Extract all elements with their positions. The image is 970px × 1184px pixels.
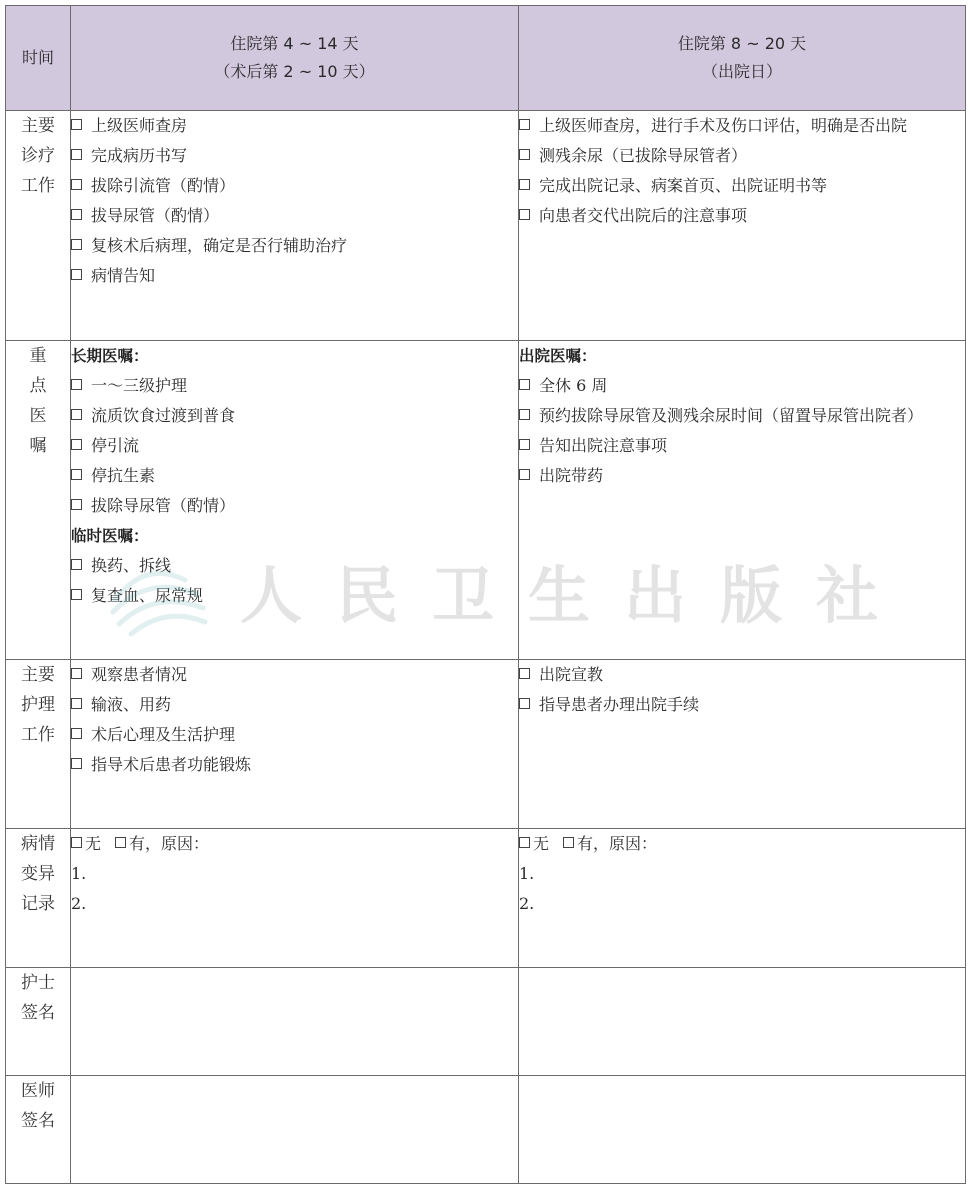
checklist-item: 全休 6 周 xyxy=(519,371,965,401)
checklist-item: 完成病历书写 xyxy=(71,141,518,171)
checklist-item: 复查血、尿常规 xyxy=(71,581,518,611)
checklist-item: 停引流 xyxy=(71,431,518,461)
checkbox-icon[interactable] xyxy=(71,439,82,450)
checklist-item: 复核术后病理，确定是否行辅助治疗 xyxy=(71,231,518,261)
doctor-signature-row xyxy=(6,1076,966,1184)
checklist-item: 病情告知 xyxy=(71,261,518,291)
checkbox-icon[interactable] xyxy=(71,269,82,280)
checkbox-icon[interactable] xyxy=(519,409,530,420)
checklist-item: 流质饮食过渡到普食 xyxy=(71,401,518,431)
checkbox-icon[interactable] xyxy=(519,119,530,130)
checkbox-icon[interactable] xyxy=(71,499,82,510)
checklist-item: 拔导尿管（酌情） xyxy=(71,201,518,231)
key-orders-row xyxy=(6,341,966,660)
checkbox-icon[interactable] xyxy=(519,209,530,220)
variance-row xyxy=(6,829,966,968)
checkbox-icon[interactable] xyxy=(71,179,82,190)
checkbox-icon[interactable] xyxy=(519,837,530,848)
checkbox-icon[interactable] xyxy=(71,837,82,848)
checklist-item: 指导术后患者功能锻炼 xyxy=(71,750,518,780)
checkbox-icon[interactable] xyxy=(71,149,82,160)
nursing-work-label: 主要 护理 工作 xyxy=(6,660,71,829)
variance-reason-2[interactable]: 2. xyxy=(519,894,535,913)
main-work-right xyxy=(519,111,966,341)
period-1-postop: （术后第 2 ~ 10 天） xyxy=(214,62,375,81)
discharge-orders-title: 出院医嘱： xyxy=(519,347,597,365)
checklist-item: 向患者交代出院后的注意事项 xyxy=(519,201,965,231)
period-2-header xyxy=(519,6,966,111)
doctor-signature-right[interactable] xyxy=(519,1076,966,1184)
checklist-item: 拔除引流管（酌情） xyxy=(71,171,518,201)
period-2-days: 住院第 8 ~ 20 天 xyxy=(677,34,807,53)
checklist-item: 告知出院注意事项 xyxy=(519,431,965,461)
nurse-signature-right[interactable] xyxy=(519,968,966,1076)
main-work-left xyxy=(71,111,519,341)
checkbox-icon[interactable] xyxy=(71,469,82,480)
checkbox-icon[interactable] xyxy=(71,758,82,769)
nurse-signature-row xyxy=(6,968,966,1076)
checkbox-icon[interactable] xyxy=(71,668,82,679)
checkbox-icon[interactable] xyxy=(519,149,530,160)
temporary-orders-title: 临时医嘱： xyxy=(71,527,149,545)
checkbox-icon[interactable] xyxy=(519,469,530,480)
checklist-item: 输液、用药 xyxy=(71,690,518,720)
checklist-item: 观察患者情况 xyxy=(71,660,518,690)
checklist-item: 术后心理及生活护理 xyxy=(71,720,518,750)
variance-right xyxy=(519,829,966,968)
main-work-label: 主要 诊疗 工作 xyxy=(6,111,71,341)
checklist-item: 测残余尿（已拔除导尿管者） xyxy=(519,141,965,171)
checkbox-icon[interactable] xyxy=(71,559,82,570)
doctor-signature-label: 医师 签名 xyxy=(6,1076,71,1184)
checkbox-icon[interactable] xyxy=(563,837,574,848)
checklist-item: 出院宣教 xyxy=(519,660,965,690)
checkbox-icon[interactable] xyxy=(71,728,82,739)
checklist-item: 预约拔除导尿管及测残余尿时间（留置导尿管出院者） xyxy=(519,401,965,431)
checkbox-icon[interactable] xyxy=(71,698,82,709)
period-1-days: 住院第 4 ~ 14 天 xyxy=(230,34,359,53)
variance-yes-option[interactable]: 有，原因： xyxy=(563,829,657,859)
checkbox-icon[interactable] xyxy=(71,379,82,390)
checklist-item: 拔除导尿管（酌情） xyxy=(71,491,518,521)
variance-none-option[interactable]: 无 xyxy=(71,829,101,859)
doctor-signature-left[interactable] xyxy=(71,1076,519,1184)
main-work-row xyxy=(6,111,966,341)
checkbox-icon[interactable] xyxy=(71,589,82,600)
checklist-item: 指导患者办理出院手续 xyxy=(519,690,965,720)
checklist-item: 完成出院记录、病案首页、出院证明书等 xyxy=(519,171,965,201)
checklist-item: 上级医师查房，进行手术及伤口评估，明确是否出院 xyxy=(519,111,965,141)
variance-options xyxy=(519,829,965,859)
header-row xyxy=(6,6,966,111)
variance-reason-1[interactable]: 1. xyxy=(519,864,535,883)
checkbox-icon[interactable] xyxy=(71,409,82,420)
variance-label: 病情 变异 记录 xyxy=(6,829,71,968)
checkbox-icon[interactable] xyxy=(71,209,82,220)
checkbox-icon[interactable] xyxy=(71,239,82,250)
variance-reason-1[interactable]: 1. xyxy=(71,864,87,883)
checkbox-icon[interactable] xyxy=(519,668,530,679)
checklist-item: 出院带药 xyxy=(519,461,965,491)
variance-none-option[interactable]: 无 xyxy=(519,829,549,859)
period-1-header xyxy=(71,6,519,111)
period-2-discharge: （出院日） xyxy=(701,62,782,81)
long-term-orders-title: 长期医嘱： xyxy=(71,347,149,365)
nurse-signature-left[interactable] xyxy=(71,968,519,1076)
nurse-signature-label: 护士 签名 xyxy=(6,968,71,1076)
checkbox-icon[interactable] xyxy=(519,698,530,709)
nursing-work-row xyxy=(6,660,966,829)
checkbox-icon[interactable] xyxy=(115,837,126,848)
checkbox-icon[interactable] xyxy=(71,119,82,130)
publisher-watermark-text: 人民卫生出版社 xyxy=(240,559,913,632)
variance-reason-2[interactable]: 2. xyxy=(71,894,87,913)
time-header: 时间 xyxy=(6,6,71,111)
key-orders-left xyxy=(71,341,519,660)
checkbox-icon[interactable] xyxy=(519,439,530,450)
checkbox-icon[interactable] xyxy=(519,379,530,390)
nursing-work-right xyxy=(519,660,966,829)
key-orders-label: 重 点 医 嘱 xyxy=(6,341,71,660)
checklist-item: 一～三级护理 xyxy=(71,371,518,401)
checkbox-icon[interactable] xyxy=(519,179,530,190)
variance-yes-option[interactable]: 有，原因： xyxy=(115,829,209,859)
clinical-pathway-table xyxy=(5,5,966,1184)
checklist-item: 换药、拆线 xyxy=(71,551,518,581)
variance-left xyxy=(71,829,519,968)
key-orders-right xyxy=(519,341,966,660)
nursing-work-left xyxy=(71,660,519,829)
checklist-item: 停抗生素 xyxy=(71,461,518,491)
checklist-item: 上级医师查房 xyxy=(71,111,518,141)
variance-options xyxy=(71,829,518,859)
